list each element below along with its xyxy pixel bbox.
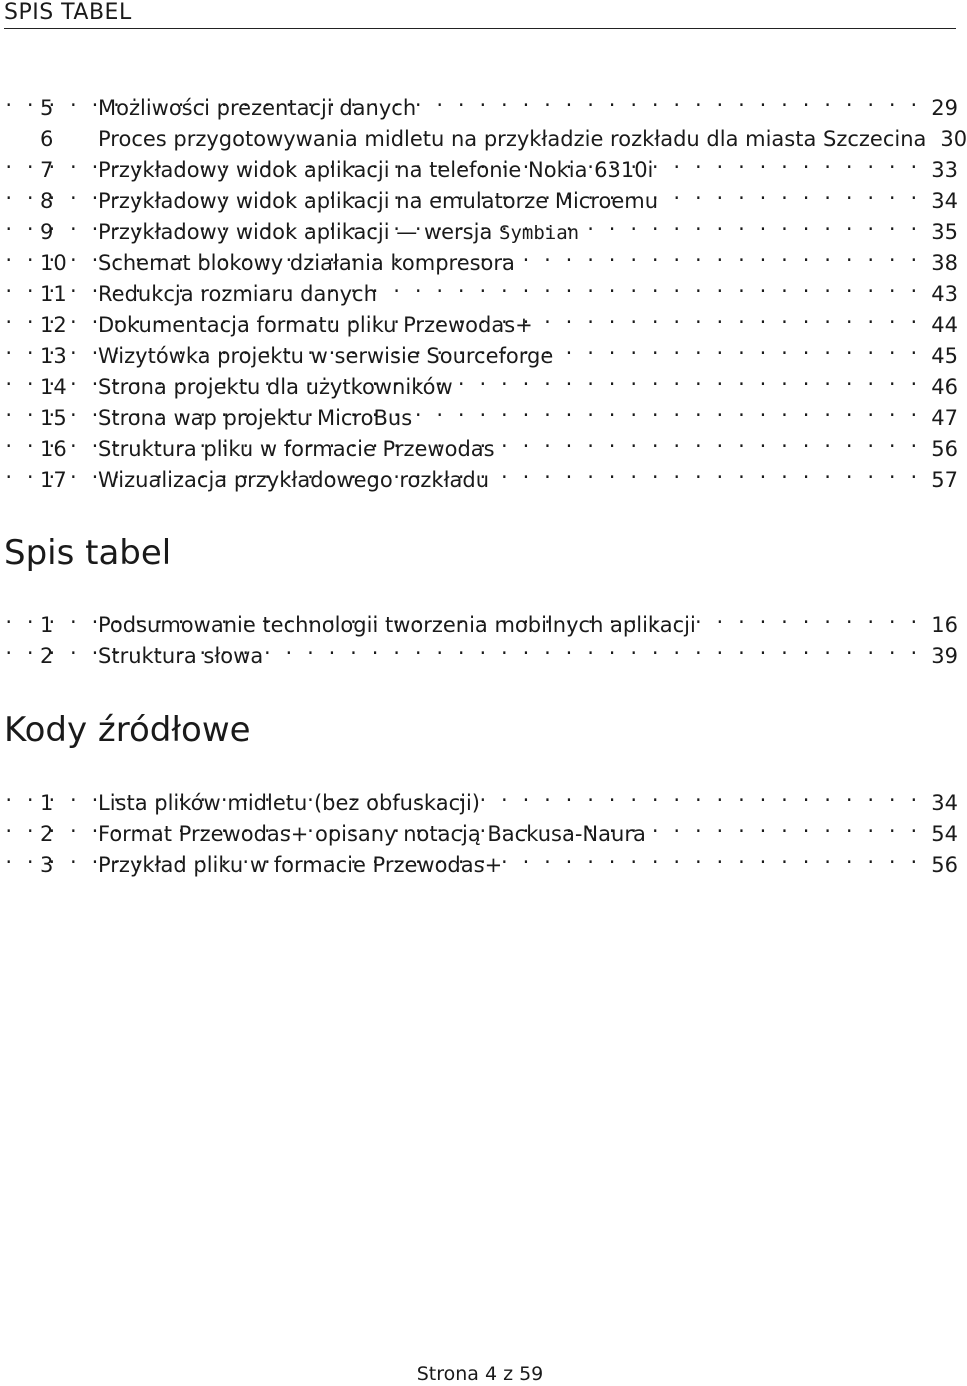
entry-number: 11 — [40, 282, 67, 306]
entry-page-number: 56 — [931, 853, 958, 877]
entry-number: 13 — [40, 344, 67, 368]
dot-leader — [416, 394, 921, 425]
entry-number: 1 — [40, 791, 54, 815]
entry-title-text: Wizytówka projektu w serwisie Sourceforge — [98, 344, 554, 368]
entry-number: 15 — [40, 406, 67, 430]
entry-page-number: 43 — [931, 282, 958, 306]
dot-leader — [519, 239, 921, 270]
entry-title-text: Przykładowy widok aplikacji na telefonie Nokia 6310i — [98, 158, 654, 182]
entry-number: 9 — [40, 220, 54, 244]
toc-entry[interactable] — [40, 146, 958, 182]
page-footer: Strona 4 z 59 — [416, 1363, 544, 1385]
entry-number: 5 — [40, 96, 54, 120]
dot-leader — [499, 425, 922, 456]
tables-list — [40, 601, 958, 668]
toc-entry[interactable] — [40, 177, 958, 213]
toc-entry[interactable] — [40, 84, 958, 120]
tables-heading: Spis tabel — [4, 533, 172, 573]
entry-title-text: Proces przygotowywania midletu na przykładzie rozkładu dla miasta Szczecina — [98, 127, 927, 151]
dot-leader — [506, 841, 921, 872]
dot-leader — [583, 208, 921, 239]
entry-number: 1 — [40, 613, 54, 637]
toc-entry[interactable] — [40, 394, 958, 430]
entry-page-number: 45 — [931, 344, 958, 368]
header-rule — [4, 28, 956, 29]
entry-title-text: Dokumentacja formatu pliku Przewodas+ — [98, 313, 533, 337]
entry-page-number: 34 — [931, 791, 958, 815]
entry-number: 12 — [40, 313, 67, 337]
entry-number: 2 — [40, 822, 54, 846]
entry-title-text: Format Przewodas+ opisany notacją Backusa-Naura — [98, 822, 646, 846]
entry-page-number: 54 — [931, 822, 958, 846]
entry-title-text: Wizualizacja przykładowego rozkładu — [98, 468, 490, 492]
figures-list — [40, 84, 967, 492]
dot-leader — [381, 270, 921, 301]
entry-title-code: Symbian — [499, 222, 580, 244]
dot-leader — [537, 301, 922, 332]
entry-title-text: Podsumowanie technologii tworzenia mobilnych aplikacji — [98, 613, 696, 637]
entry-page-number: 38 — [931, 251, 958, 275]
dot-leader — [493, 456, 921, 487]
toc-entry[interactable] — [40, 332, 958, 368]
entry-title-text: Strona wap projektu MicroBus — [98, 406, 413, 430]
entry-title-text: Struktura pliku w formacie Przewodas — [98, 437, 495, 461]
entry-page-number: 29 — [931, 96, 958, 120]
dot-leader — [657, 146, 921, 177]
entry-page-number: 57 — [931, 468, 958, 492]
code-list — [40, 779, 958, 877]
entry-page-number: 47 — [931, 406, 958, 430]
entry-page-number: 34 — [931, 189, 958, 213]
dot-leader — [662, 177, 921, 208]
entry-title-text: Schemat blokowy działania kompresora — [98, 251, 515, 275]
toc-entry[interactable] — [40, 841, 958, 877]
code-heading: Kody źródłowe — [4, 710, 251, 750]
entry-number: 17 — [40, 468, 67, 492]
entry-number: 3 — [40, 853, 54, 877]
toc-entry[interactable] — [40, 425, 958, 461]
toc-entry[interactable] — [40, 779, 958, 815]
dot-leader — [420, 84, 921, 115]
entry-title-text: Lista plików midletu (bez obfuskacji) — [98, 791, 480, 815]
entry-number: 2 — [40, 644, 54, 668]
entry-number: 7 — [40, 158, 54, 182]
dot-leader — [457, 363, 922, 394]
toc-entry[interactable] — [40, 208, 958, 244]
dot-leader — [484, 779, 921, 810]
toc-entry[interactable] — [40, 456, 958, 492]
toc-entry[interactable] — [40, 270, 958, 306]
entry-title-text: Redukcja rozmiaru danych — [98, 282, 377, 306]
toc-entry[interactable] — [40, 601, 958, 637]
entry-title-text: Strona projektu dla użytkowników — [98, 375, 453, 399]
entry-title-text: Struktura słowa — [98, 644, 264, 668]
entry-number: 16 — [40, 437, 67, 461]
entry-page-number: 30 — [940, 127, 967, 151]
entry-number: 8 — [40, 189, 54, 213]
toc-entry[interactable] — [40, 301, 958, 337]
toc-entry[interactable] — [40, 239, 958, 275]
toc-entry[interactable] — [40, 632, 958, 668]
entry-title-text: Przykładowy widok aplikacji na emulatorze Microemu — [98, 189, 659, 213]
running-head: SPIS TABEL — [4, 0, 132, 25]
dot-leader — [267, 632, 921, 663]
entry-page-number: 35 — [931, 220, 958, 244]
entry-number: 14 — [40, 375, 67, 399]
dot-leader — [557, 332, 921, 363]
entry-title-text: Przykładowy widok aplikacji — wersja — [98, 220, 493, 244]
entry-title-text: Przykład pliku w formacie Przewodas+ — [98, 853, 503, 877]
entry-page-number: 16 — [931, 613, 958, 637]
entry-number: 6 — [40, 127, 54, 151]
entry-number: 10 — [40, 251, 67, 275]
toc-entry[interactable] — [40, 363, 958, 399]
toc-entry[interactable] — [40, 810, 958, 846]
entry-title-text: Możliwości prezentacji danych — [98, 96, 417, 120]
entry-page-number: 33 — [931, 158, 958, 182]
dot-leader — [700, 601, 921, 632]
entry-page-number: 44 — [931, 313, 958, 337]
entry-page-number: 46 — [931, 375, 958, 399]
entry-page-number: 56 — [931, 437, 958, 461]
dot-leader — [650, 810, 921, 841]
entry-page-number: 39 — [931, 644, 958, 668]
